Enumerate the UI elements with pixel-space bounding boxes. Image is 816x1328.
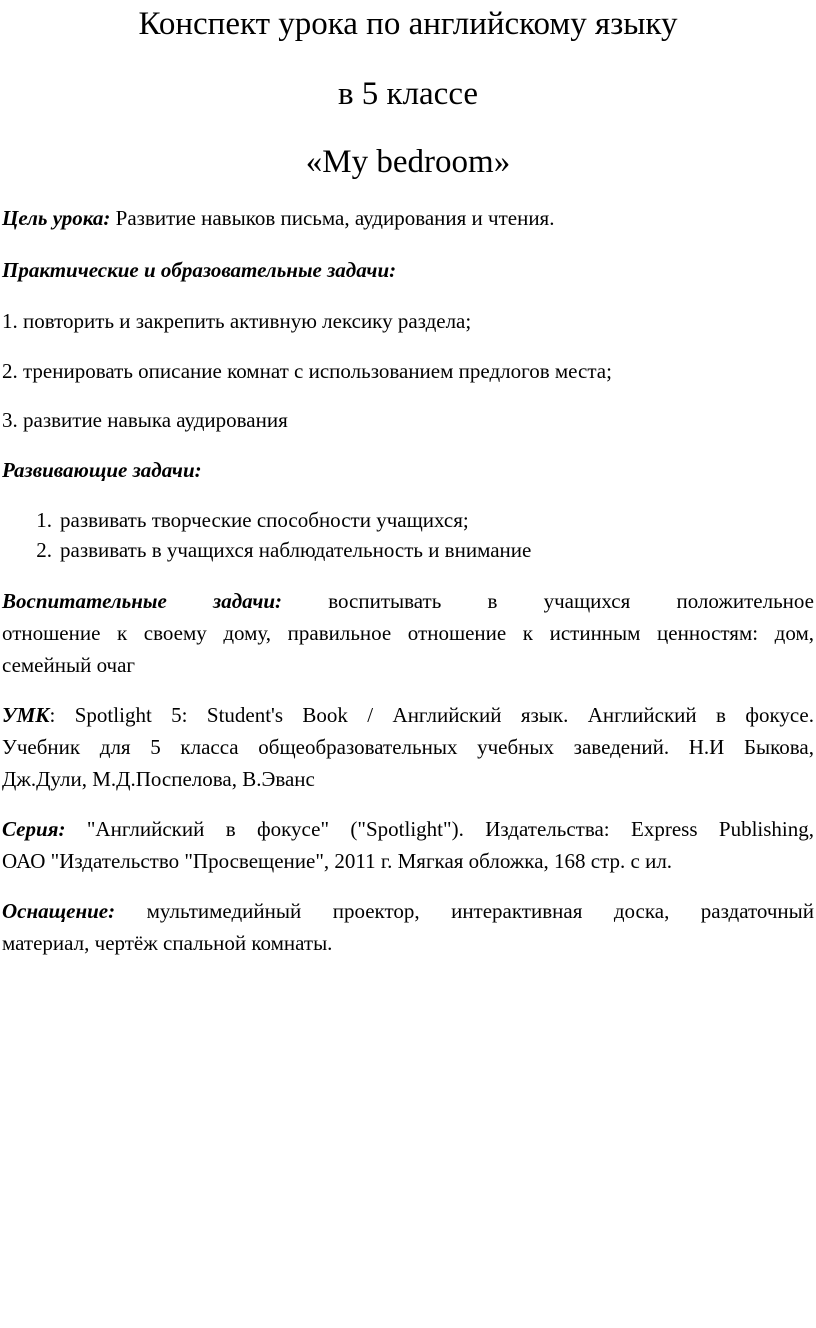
equipment-paragraph xyxy=(2,895,814,959)
series-line: ОАО "Издательство "Просвещение", 2011 г. Мягкая обложка, 168 стр. с ил. xyxy=(2,849,673,873)
developing-item-number: 1. xyxy=(36,508,52,532)
educational-text: воспитывать в учащихся положительное xyxy=(328,589,814,613)
educational-line: отношение к своему дому, правильное отношение к истинным ценностям: дом, xyxy=(2,621,814,645)
practical-heading xyxy=(2,255,814,285)
umk-line: Дж.Дули, М.Д.Поспелова, В.Эванс xyxy=(2,767,315,791)
educational-line: семейный очаг xyxy=(2,653,136,677)
title-line-2: в 5 классе xyxy=(337,76,479,112)
equipment-line: материал, чертёж спальной комнаты. xyxy=(2,931,333,955)
practical-item: 1. повторить и закрепить активную лексику раздела; xyxy=(2,309,472,333)
developing-item-text: развивать в учащихся наблюдательность и внимание xyxy=(60,538,532,562)
equipment-label: Оснащение: xyxy=(2,899,116,923)
equipment-text: мультимедийный проектор, интерактивная доска, раздаточный xyxy=(115,899,814,923)
series-label: Серия: xyxy=(2,817,66,841)
goal-text: Развитие навыков письма, аудирования и чтения. xyxy=(110,206,555,230)
developing-item-text: развивать творческие способности учащихся; xyxy=(60,508,469,532)
title-line-1: Конспект урока по английскому языку xyxy=(138,6,678,42)
umk-line: Учебник для 5 класса общеобразовательных учебных заведений. Н.И Быкова, xyxy=(2,735,814,759)
series-paragraph xyxy=(2,813,814,877)
educational-paragraph xyxy=(2,585,814,681)
developing-label: Развивающие задачи: xyxy=(2,458,202,482)
educational-label: Воспитательные задачи: xyxy=(2,589,283,613)
goal-paragraph xyxy=(2,203,814,233)
equipment-line xyxy=(2,895,814,927)
umk-text: : Spotlight 5: Student's Book / Английский язык. Английский в фокусе. xyxy=(49,703,814,727)
educational-line xyxy=(2,585,814,617)
title-line-3: «My bedroom» xyxy=(305,144,511,180)
series-line xyxy=(2,813,814,845)
developing-item xyxy=(2,535,814,565)
developing-item xyxy=(2,505,814,535)
umk-line xyxy=(2,699,814,731)
practical-item: 2. тренировать описание комнат с использованием предлогов места; xyxy=(2,359,612,383)
developing-item-number: 2. xyxy=(36,538,52,562)
developing-heading xyxy=(2,455,814,485)
practical-label: Практические и образовательные задачи: xyxy=(2,258,397,282)
series-text: "Английский в фокусе" ("Spotlight"). Издательства: Express Publishing, xyxy=(65,817,814,841)
goal-label: Цель урока: xyxy=(2,206,111,230)
umk-label: УМК xyxy=(2,703,50,727)
practical-item: 3. развитие навыка аудирования xyxy=(2,408,288,432)
umk-paragraph xyxy=(2,699,814,795)
